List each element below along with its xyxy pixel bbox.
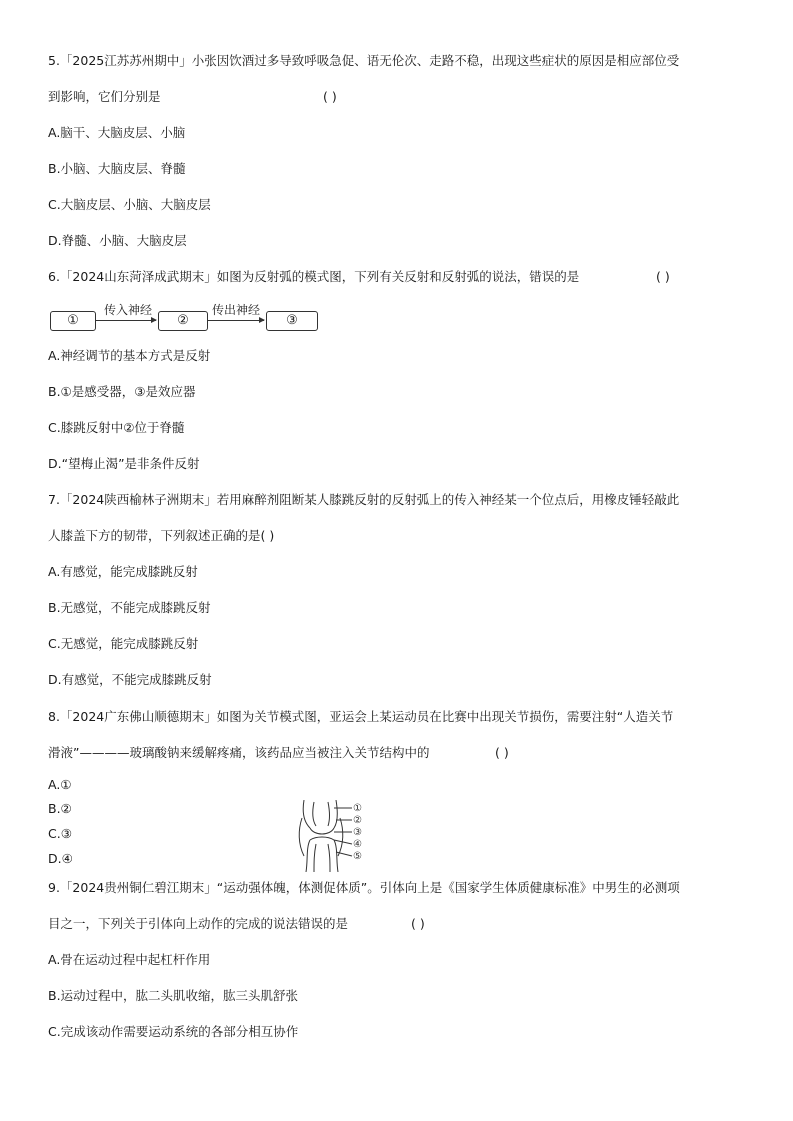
q9-option-c: C.完成该动作需要运动系统的各部分相互协作	[48, 1024, 299, 1039]
q7-stem-line2: 人膝盖下方的韧带，下列叙述正确的是( )	[48, 528, 275, 543]
q9-stem-text: 目之一，下列关于引体向上动作的完成的说法错误的是	[48, 916, 349, 931]
reflex-arc-arrow-2	[208, 320, 264, 321]
q8-answer-paren: ( )	[495, 745, 509, 760]
joint-label-3: ③	[353, 827, 362, 838]
joint-label-2: ②	[353, 815, 362, 826]
q5-option-d: D.脊髓、小脑、大脑皮层	[48, 233, 187, 248]
q6-option-b: B.①是感受器，③是效应器	[48, 384, 196, 399]
q5-answer-paren: ( )	[323, 89, 337, 104]
reflex-arc-label-efferent: 传出神经	[212, 303, 261, 317]
q8-option-b: B.②	[48, 801, 72, 816]
q5-stem-line1: 5.「2025江苏苏州期中」小张因饮酒过多导致呼吸急促、语无伦次、走路不稳，出现这些症状的原因是相应部位受	[48, 53, 680, 68]
reflex-arc-label-afferent: 传入神经	[104, 303, 153, 317]
q5-option-a: A.脑干、大脑皮层、小脑	[48, 125, 186, 140]
q5-option-c: C.大脑皮层、小脑、大脑皮层	[48, 197, 211, 212]
q6-stem-text: 6.「2024山东菏泽成武期末」如图为反射弧的模式图，下列有关反射和反射弧的说法，错误的是	[48, 269, 580, 284]
reflex-arc-arrow-1	[96, 320, 156, 321]
q9-stem-line1: 9.「2024贵州铜仁碧江期末」“运动强体魄，体测促体质”。引体向上是《国家学生体质健康标准》中男生的必测项	[48, 880, 680, 895]
q8-stem-text: 滑液”————玻璃酸钠来缓解疼痛，该药品应当被注入关节结构中的	[48, 745, 430, 760]
reflex-arc-diagram	[50, 303, 320, 335]
joint-label-5: ⑤	[353, 851, 362, 862]
q6-option-c: C.膝跳反射中②位于脊髓	[48, 420, 185, 435]
q6-option-a: A.神经调节的基本方式是反射	[48, 348, 211, 363]
q7-option-a: A.有感觉，能完成膝跳反射	[48, 564, 198, 579]
q9-option-a: A.骨在运动过程中起杠杆作用	[48, 952, 211, 967]
q5-stem-line2	[48, 88, 337, 106]
q7-option-b: B.无感觉，不能完成膝跳反射	[48, 600, 211, 615]
q8-option-c: C.③	[48, 826, 72, 841]
q6-stem-line1	[48, 268, 670, 286]
q5-stem-text: 到影响，它们分别是	[48, 89, 161, 104]
q8-stem-line1: 8.「2024广东佛山顺德期末」如图为关节模式图，亚运会上某运动员在比赛中出现关节损伤，需要注射“人造关节	[48, 709, 674, 724]
q8-option-d: D.④	[48, 851, 73, 866]
q6-answer-paren: ( )	[656, 269, 670, 284]
q8-stem-line2	[48, 744, 509, 762]
q9-stem-line2	[48, 915, 425, 933]
q7-stem-line1: 7.「2024陕西榆林子洲期末」若用麻醉剂阻断某人膝跳反射的反射弧上的传入神经某一个位点后，用橡皮锤轻敲此	[48, 492, 680, 507]
q7-option-d: D.有感觉，不能完成膝跳反射	[48, 672, 212, 687]
q9-option-b: B.运动过程中，肱二头肌收缩，肱三头肌舒张	[48, 988, 299, 1003]
q8-option-a: A.①	[48, 777, 72, 792]
q7-option-c: C.无感觉，能完成膝跳反射	[48, 636, 199, 651]
reflex-arc-node-3: ③	[266, 311, 318, 331]
reflex-arc-node-2: ②	[158, 311, 208, 331]
joint-label-4: ④	[353, 839, 362, 850]
joint-diagram	[296, 800, 376, 872]
q6-option-d: D.“望梅止渴”是非条件反射	[48, 456, 200, 471]
reflex-arc-node-1: ①	[50, 311, 96, 331]
q9-answer-paren: ( )	[411, 916, 425, 931]
q5-option-b: B.小脑、大脑皮层、脊髓	[48, 161, 186, 176]
joint-label-1: ①	[353, 803, 362, 814]
